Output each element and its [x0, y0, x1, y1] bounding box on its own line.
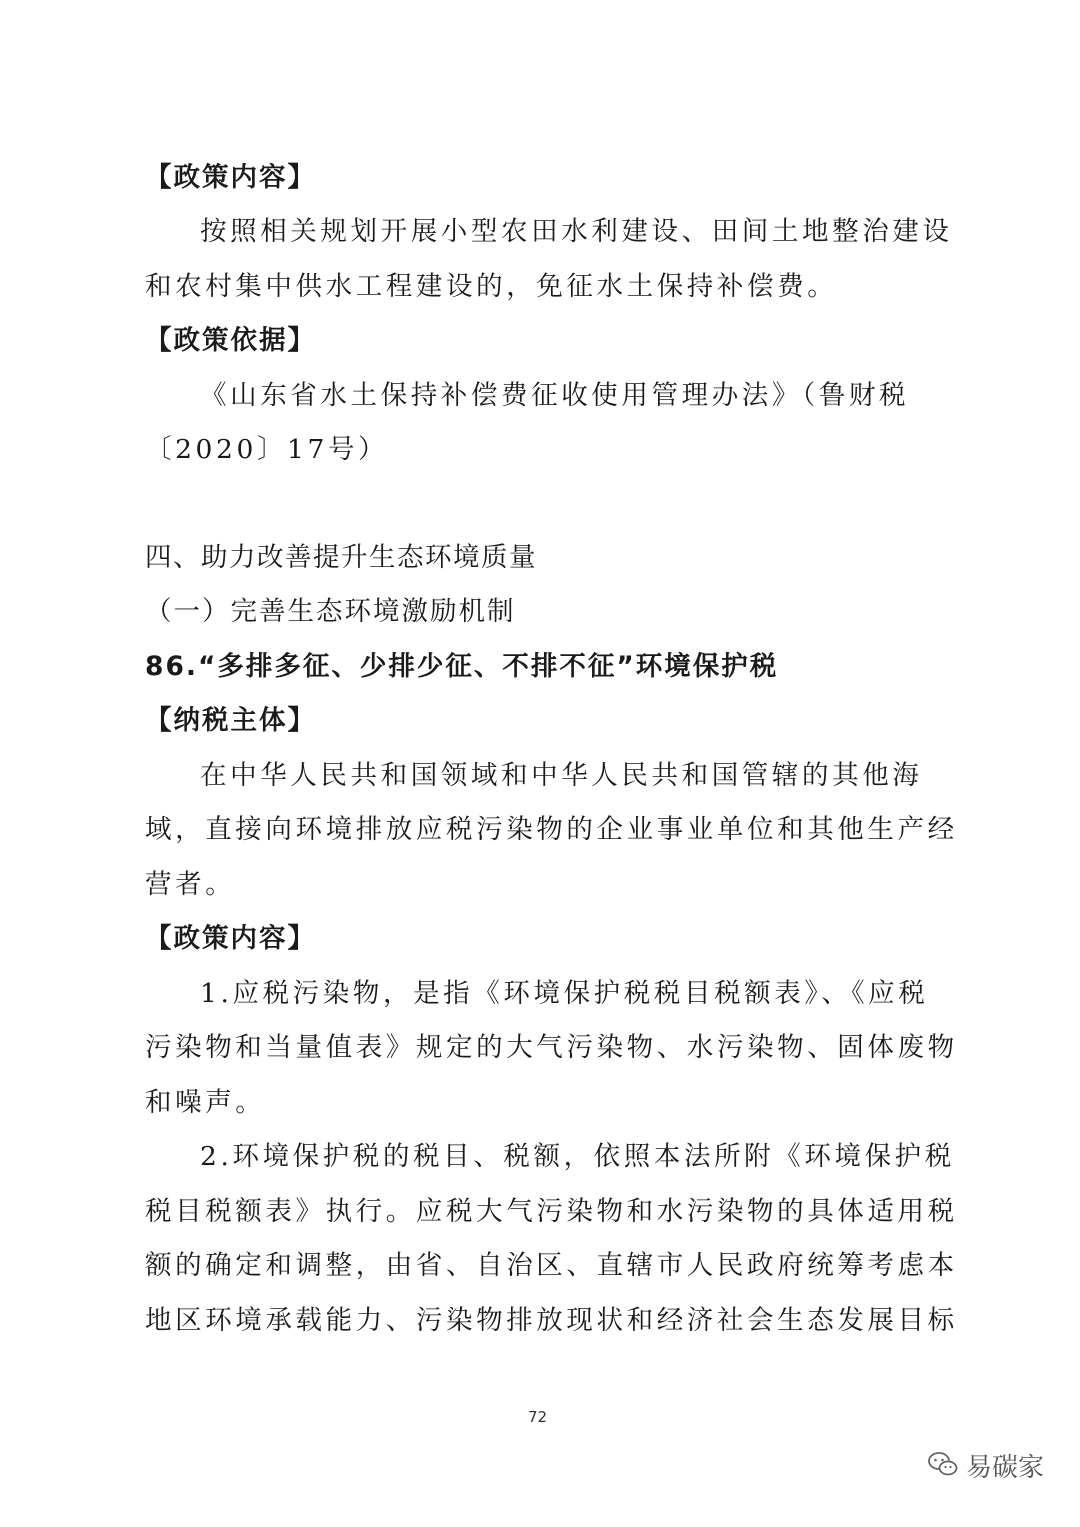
paragraph-line: 1.应税污染物，是指《环境保护税税目税额表》、《应税 — [200, 978, 929, 1009]
paragraph-line: 污染物和当量值表》规定的大气污染物、水污染物、固体废物 — [145, 1032, 958, 1063]
paragraph-line: 在中华人民共和国领域和中华人民共和国管辖的其他海 — [200, 760, 923, 791]
paragraph-line: 和噪声。 — [145, 1087, 266, 1118]
paragraph-line: 按照相关规划开展小型农田水利建设、田间土地整治建设 — [200, 216, 953, 247]
heading-taxpayer: 【纳税主体】 — [145, 705, 316, 736]
paragraph-line: 和农村集中供水工程建设的，免征水土保持补偿费。 — [145, 271, 838, 302]
watermark-text: 易碳家 — [966, 1453, 1045, 1483]
watermark — [928, 1447, 1044, 1484]
page-number: 72 — [528, 1408, 548, 1426]
paragraph-line: 营者。 — [145, 869, 236, 900]
paragraph-line: 2.环境保护税的税目、税额，依照本法所附《环境保护税 — [200, 1141, 955, 1172]
paragraph-line: 税目税额表》执行。应税大气污染物和水污染物的具体适用税 — [145, 1196, 958, 1227]
wechat-icon — [928, 1451, 958, 1481]
paragraph-line: 额的确定和调整，由省、自治区、直辖市人民政府统筹考虑本 — [145, 1250, 958, 1281]
heading-policy-content: 【政策内容】 — [145, 923, 316, 954]
paragraph-line: 地区环境承载能力、污染物排放现状和经济社会生态发展目标 — [145, 1305, 958, 1336]
section-heading: 四、助力改善提升生态环境质量 — [145, 542, 537, 573]
item-title: 86.“多排多征、少排少征、不排不征”环境保护税 — [145, 651, 779, 682]
heading-policy-content: 【政策内容】 — [145, 162, 316, 193]
subsection-heading: （一）完善生态环境激励机制 — [145, 596, 516, 627]
paragraph-line: 〔2020〕17号） — [145, 434, 389, 465]
heading-policy-basis: 【政策依据】 — [145, 325, 316, 356]
paragraph-line: 《山东省水土保持补偿费征收使用管理办法》（鲁财税 — [200, 380, 910, 411]
paragraph-line: 域，直接向环境排放应税污染物的企业事业单位和其他生产经 — [145, 814, 958, 845]
